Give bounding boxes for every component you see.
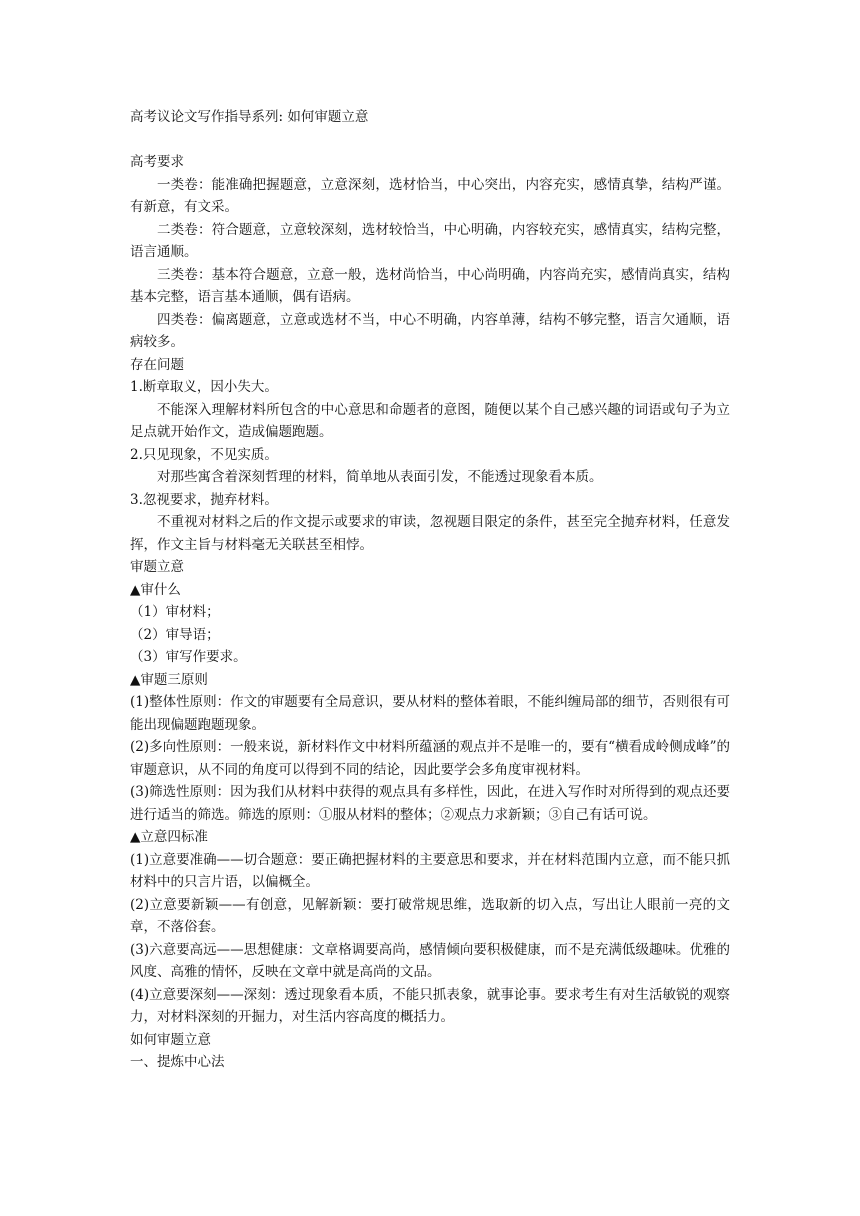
body-paragraph: 不能深入理解材料所包含的中心意思和命题者的意图，随便以某个自己感兴趣的词语或句子为立足点就开始作文，造成偏题跑题。 (130, 401, 730, 440)
list-item: (1)立意要准确——切合题意：要正确把握材料的主要意思和要求，并在材料范围内立意，而不能只抓材料中的只言片语，以偏概全。 (130, 851, 730, 890)
body-paragraph: 三类卷：基本符合题意，立意一般，选材尚恰当，中心尚明确，内容尚充实，感情尚真实，结构基本完整，语言基本通顺，偶有语病。 (130, 266, 730, 305)
body-paragraph: 不重视对材料之后的作文提示或要求的审读，忽视题目限定的条件，甚至完全抛弃材料，任意发挥，作文主旨与材料毫无关联甚至相悖。 (130, 514, 730, 553)
body-paragraph: 一类卷：能准确把握题意，立意深刻，选材恰当，中心突出，内容充实，感情真挚，结构严谨。有新意，有文采。 (130, 176, 730, 215)
list-item: （3）审写作要求。 (130, 649, 247, 665)
document-body (130, 106, 730, 1074)
list-item: (4)立意要深刻——深刻：透过现象看本质，不能只抓表象，就事论事。要求考生有对生活敏锐的观察力，对材料深刻的开掘力，对生活内容高度的概括力。 (130, 986, 730, 1025)
list-heading: 1.断章取义，因小失大。 (130, 379, 278, 395)
list-item: (2)立意要新颖——有创意，见解新颖：要打破常规思维，选取新的切入点，写出让人眼前一亮的文章，不落俗套。 (130, 896, 730, 935)
list-item: (3)筛选性原则：因为我们从材料中获得的观点具有多样性，因此，在进入写作时对所得到的观点还要进行适当的筛选。筛选的原则：①服从材料的整体；②观点力求新颖；③自己有话可说。 (130, 784, 730, 823)
list-item: （1）审材料； (130, 604, 220, 620)
subsection-heading: ▲审什么 (130, 581, 181, 598)
section-heading: 审题立意 (130, 559, 184, 575)
subsection-heading: ▲审题三原则 (130, 671, 208, 688)
body-paragraph: 二类卷：符合题意，立意较深刻，选材较恰当，中心明确，内容较充实，感情真实，结构完整，语言通顺。 (130, 221, 730, 260)
document-title: 高考议论文写作指导系列: 如何审题立意 (130, 109, 369, 125)
list-item: （2）审导语； (130, 626, 220, 643)
section-heading: 高考要求 (130, 154, 184, 170)
list-heading: 2.只见现象，不见实质。 (130, 446, 278, 463)
list-item: (1)整体性原则：作文的审题要有全局意识，要从材料的整体着眼，不能纠缠局部的细节，否则很有可能出现偏题跑题现象。 (130, 694, 730, 733)
body-paragraph: 对那些寓含着深刻哲理的材料，简单地从表面引发，不能透过现象看本质。 (157, 469, 603, 485)
body-paragraph: 四类卷：偏离题意，立意或选材不当，中心不明确，内容单薄，结构不够完整，语言欠通顺，语病较多。 (130, 311, 730, 350)
list-item: (2)多向性原则：一般来说，新材料作文中材料所蕴涵的观点并不是唯一的，要有“横看成岭侧成峰”的审题意识，从不同的角度可以得到不同的结论，因此要学会多角度审视材料。 (130, 739, 730, 778)
list-item: (3)六意要高远——思想健康：文章格调要高尚，感情倾向要积极健康，而不是充满低级趣味。优雅的风度、高雅的情怀，反映在文章中就是高尚的文品。 (130, 941, 730, 980)
subsection-heading: ▲立意四标准 (130, 829, 208, 845)
section-heading: 如何审题立意 (130, 1031, 211, 1048)
section-heading: 存在问题 (130, 356, 184, 373)
section-heading: 一、提炼中心法 (130, 1054, 225, 1070)
list-heading: 3.忽视要求，抛弃材料。 (130, 491, 278, 508)
